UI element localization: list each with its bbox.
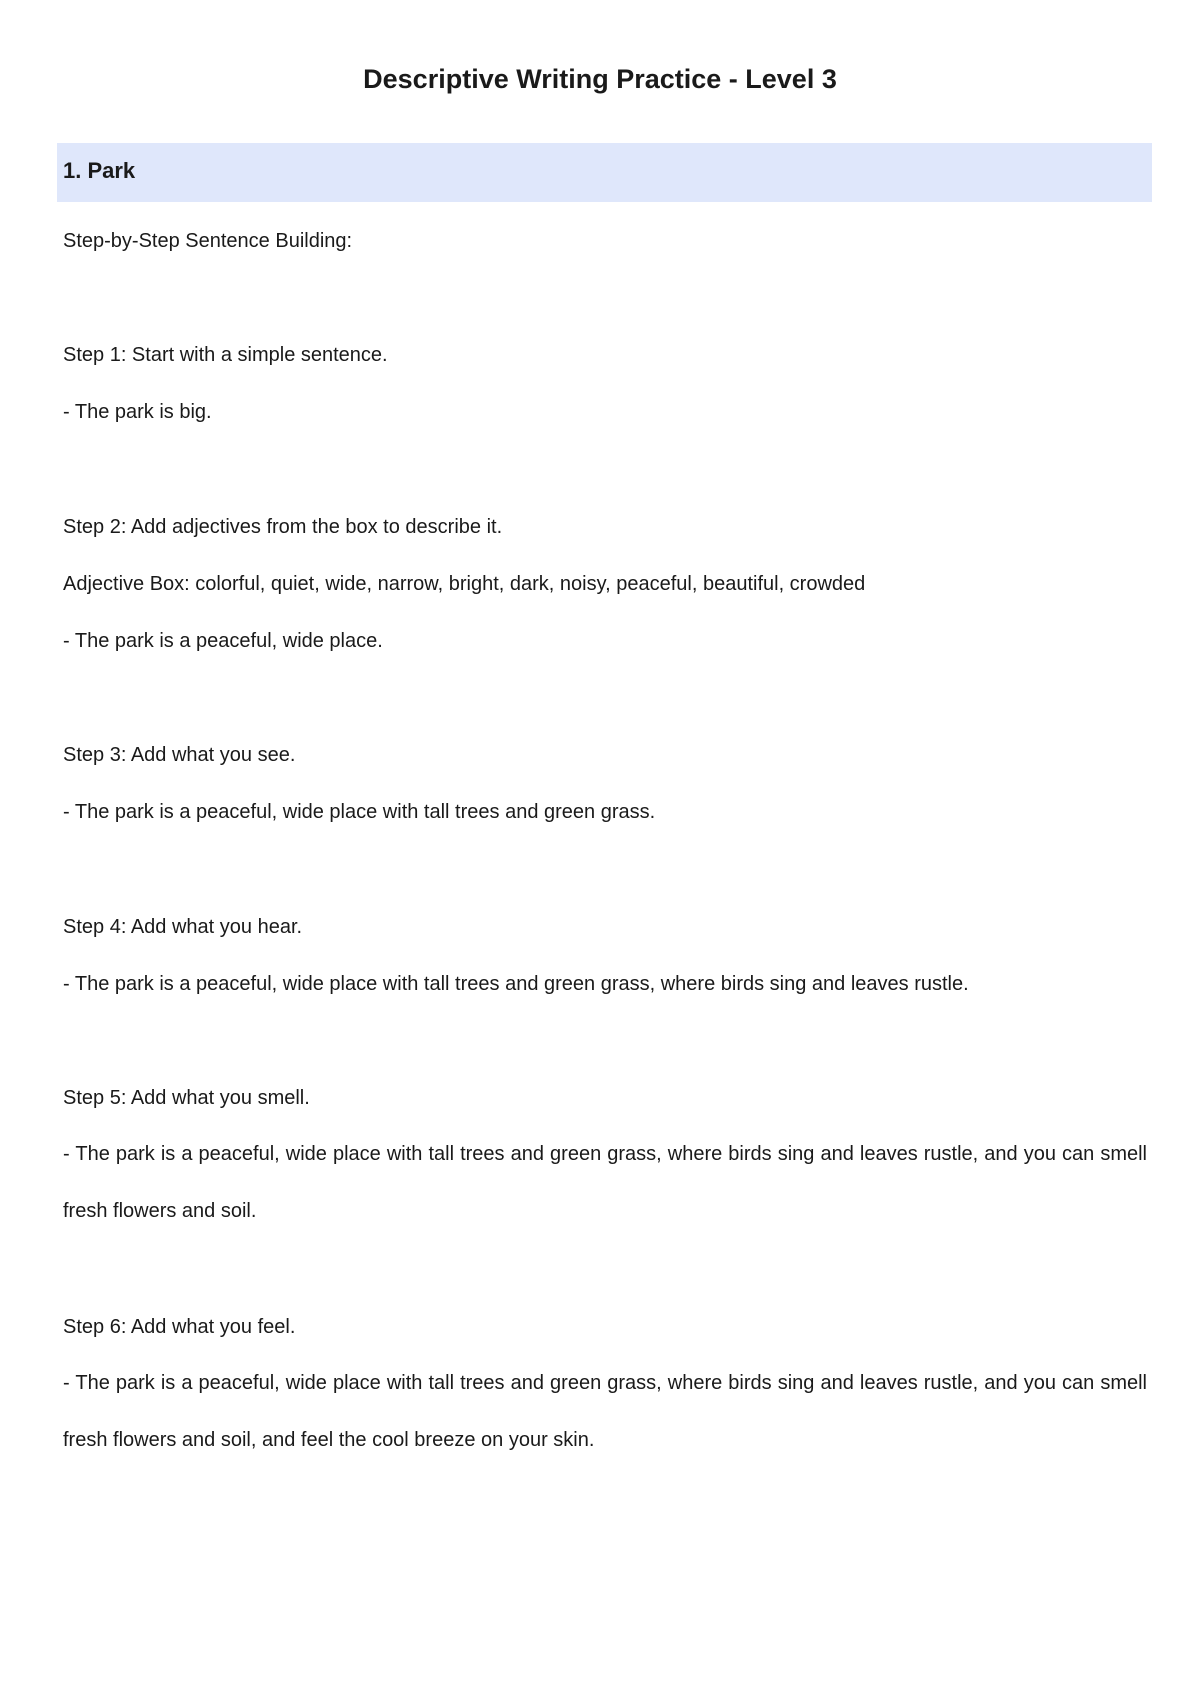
step-3-instruction: Step 3: Add what you see. (63, 744, 296, 766)
step-2-instruction: Step 2: Add adjectives from the box to describe it. (63, 516, 503, 538)
page-title: Descriptive Writing Practice - Level 3 (363, 64, 837, 94)
step-6-instruction: Step 6: Add what you feel. (63, 1316, 296, 1338)
step-3-example: - The park is a peaceful, wide place with tall trees and green grass. (63, 801, 656, 823)
step-1-instruction: Step 1: Start with a simple sentence. (63, 344, 388, 366)
step-4-example: - The park is a peaceful, wide place with tall trees and green grass, where birds sing and leaves rustle. (63, 973, 969, 995)
step-5-example: - The park is a peaceful, wide place with tall trees and green grass, where birds sing and leaves rustle, and you can smell fresh flowers and soil. (63, 1143, 1147, 1222)
step-5-instruction: Step 5: Add what you smell. (63, 1087, 310, 1109)
step-4-instruction: Step 4: Add what you hear. (63, 916, 303, 938)
section-heading: 1. Park (63, 158, 136, 183)
step-2-example: - The park is a peaceful, wide place. (63, 630, 383, 652)
adjective-box: Adjective Box: colorful, quiet, wide, narrow, bright, dark, noisy, peaceful, beautiful, crowded (63, 573, 866, 595)
step-1-example: - The park is big. (63, 401, 212, 423)
section-header (57, 143, 1152, 202)
step-6-example: - The park is a peaceful, wide place with tall trees and green grass, where birds sing and leaves rustle, and you can smell fresh flowers and soil, and feel the cool breeze on your skin. (63, 1372, 1147, 1451)
section-intro: Step-by-Step Sentence Building: (63, 230, 353, 252)
